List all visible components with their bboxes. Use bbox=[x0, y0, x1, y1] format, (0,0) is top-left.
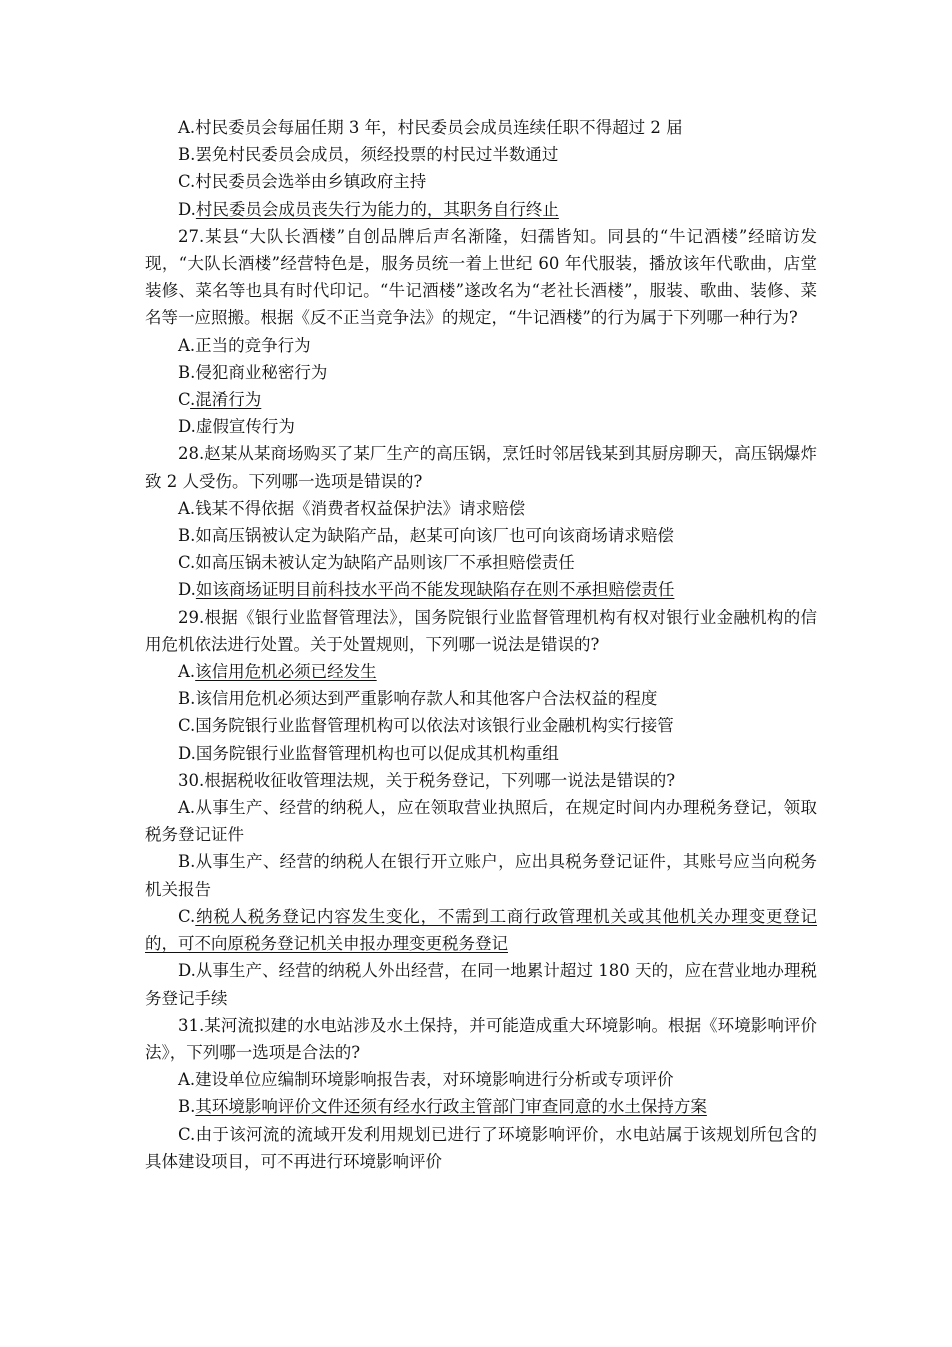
q26-option-d-prefix: D. bbox=[178, 199, 196, 219]
q30-option-c-prefix: C. bbox=[178, 906, 196, 926]
q31-stem: 31.某河流拟建的水电站涉及水土保持，并可能造成重大环境影响。根据《环境影响评价法》，下列哪一选项是合法的? bbox=[145, 1015, 817, 1062]
q28-option-a: A.钱某不得依据《消费者权益保护法》请求赔偿 bbox=[178, 498, 526, 518]
q29-stem: 29.根据《银行业监督管理法》，国务院银行业监督管理机构有权对银行业金融机构的信用危机依法进行处置。关于处置规则，下列哪一说法是错误的? bbox=[145, 607, 817, 654]
q29-option-b: B.该信用危机必须达到严重影响存款人和其他客户合法权益的程度 bbox=[178, 689, 658, 709]
q30-stem: 30.根据税收征收管理法规，关于税务登记，下列哪一说法是错误的? bbox=[178, 770, 676, 790]
q27-option-b: B.侵犯商业秘密行为 bbox=[178, 362, 328, 382]
q27-answer-underlined: .混淆行为 bbox=[190, 390, 262, 410]
q28-answer-underlined: 如该商场证明目前科技水平尚不能发现缺陷存在则不承担赔偿责任 bbox=[195, 580, 675, 600]
q31-option-c: C.由于该河流的流域开发利用规划已进行了环境影响评价，水电站属于该规划所包含的具体建设项目，可不再进行环境影响评价 bbox=[145, 1124, 817, 1171]
q27-option-c-prefix: C bbox=[178, 390, 191, 410]
q27-option-c bbox=[145, 386, 817, 413]
q27-option-d: D.虚假宣传行为 bbox=[178, 417, 295, 437]
q26-option-c: C.村民委员会选举由乡镇政府主持 bbox=[178, 172, 427, 192]
q27-option-a: A.正当的竞争行为 bbox=[178, 335, 311, 355]
document-page bbox=[145, 114, 817, 1175]
q28-option-b: B.如高压锅被认定为缺陷产品，赵某可向该厂也可向该商场请求赔偿 bbox=[178, 526, 674, 546]
q29-option-a bbox=[145, 658, 817, 685]
q28-option-d bbox=[145, 576, 817, 603]
q31-option-b-prefix: B. bbox=[178, 1097, 196, 1117]
q28-option-d-prefix: D. bbox=[178, 580, 196, 600]
q31-option-a: A.建设单位应编制环境影响报告表，对环境影响进行分析或专项评价 bbox=[178, 1070, 674, 1090]
q27-stem: 27.某县“大队长酒楼”自创品牌后声名渐隆，妇孺皆知。同县的“牛记酒楼”经暗访发现，“大队长酒楼”经营特色是，服务员统一着上世纪 60 年代服装，播放该年代歌曲，店堂装修、菜名等也具有时代印记。“牛记酒楼”遂改名为“老社长酒楼”，服装、歌曲、装修、菜名等一应照搬。根据《反不正当竞争法》的规定，“牛记酒楼”的行为属于下列哪一种行为? bbox=[145, 226, 817, 328]
q31-option-b bbox=[145, 1093, 817, 1120]
q29-option-c: C.国务院银行业监督管理机构可以依法对该银行业金融机构实行接管 bbox=[178, 716, 674, 736]
q31-answer-underlined: 其环境影响评价文件还须有经水行政主管部门审查同意的水土保持方案 bbox=[195, 1097, 707, 1117]
q30-answer-underlined: 纳税人税务登记内容发生变化，不需到工商行政管理机关或其他机关办理变更登记的，可不向原税务登记机关申报办理变更税务登记 bbox=[145, 906, 817, 954]
q30-option-b: B.从事生产、经营的纳税人在银行开立账户，应出具税务登记证件，其账号应当向税务机关报告 bbox=[145, 852, 817, 899]
q30-option-d: D.从事生产、经营的纳税人外出经营，在同一地累计超过 180 天的，应在营业地办理税务登记手续 bbox=[145, 961, 817, 1008]
q28-stem: 28.赵某从某商场购买了某厂生产的高压锅，烹饪时邻居钱某到其厨房聊天，高压锅爆炸致 2 人受伤。下列哪一选项是错误的? bbox=[145, 444, 817, 491]
q28-option-c: C.如高压锅未被认定为缺陷产品则该厂不承担赔偿责任 bbox=[178, 553, 575, 573]
q30-option-a: A.从事生产、经营的纳税人，应在领取营业执照后，在规定时间内办理税务登记，领取税务登记证件 bbox=[145, 798, 817, 845]
q30-option-c bbox=[145, 903, 817, 957]
q29-option-d: D.国务院银行业监督管理机构也可以促成其机构重组 bbox=[178, 743, 559, 763]
q26-option-d bbox=[145, 196, 817, 223]
q29-answer-underlined: 该信用危机必须已经发生 bbox=[195, 662, 377, 682]
q26-option-a: A.村民委员会每届任期 3 年，村民委员会成员连续任职不得超过 2 届 bbox=[178, 118, 683, 137]
q26-answer-underlined: 村民委员会成员丧失行为能力的，其职务自行终止 bbox=[195, 199, 559, 219]
q29-option-a-prefix: A. bbox=[178, 662, 196, 682]
q26-option-b: B.罢免村民委员会成员，须经投票的村民过半数通过 bbox=[178, 145, 559, 165]
